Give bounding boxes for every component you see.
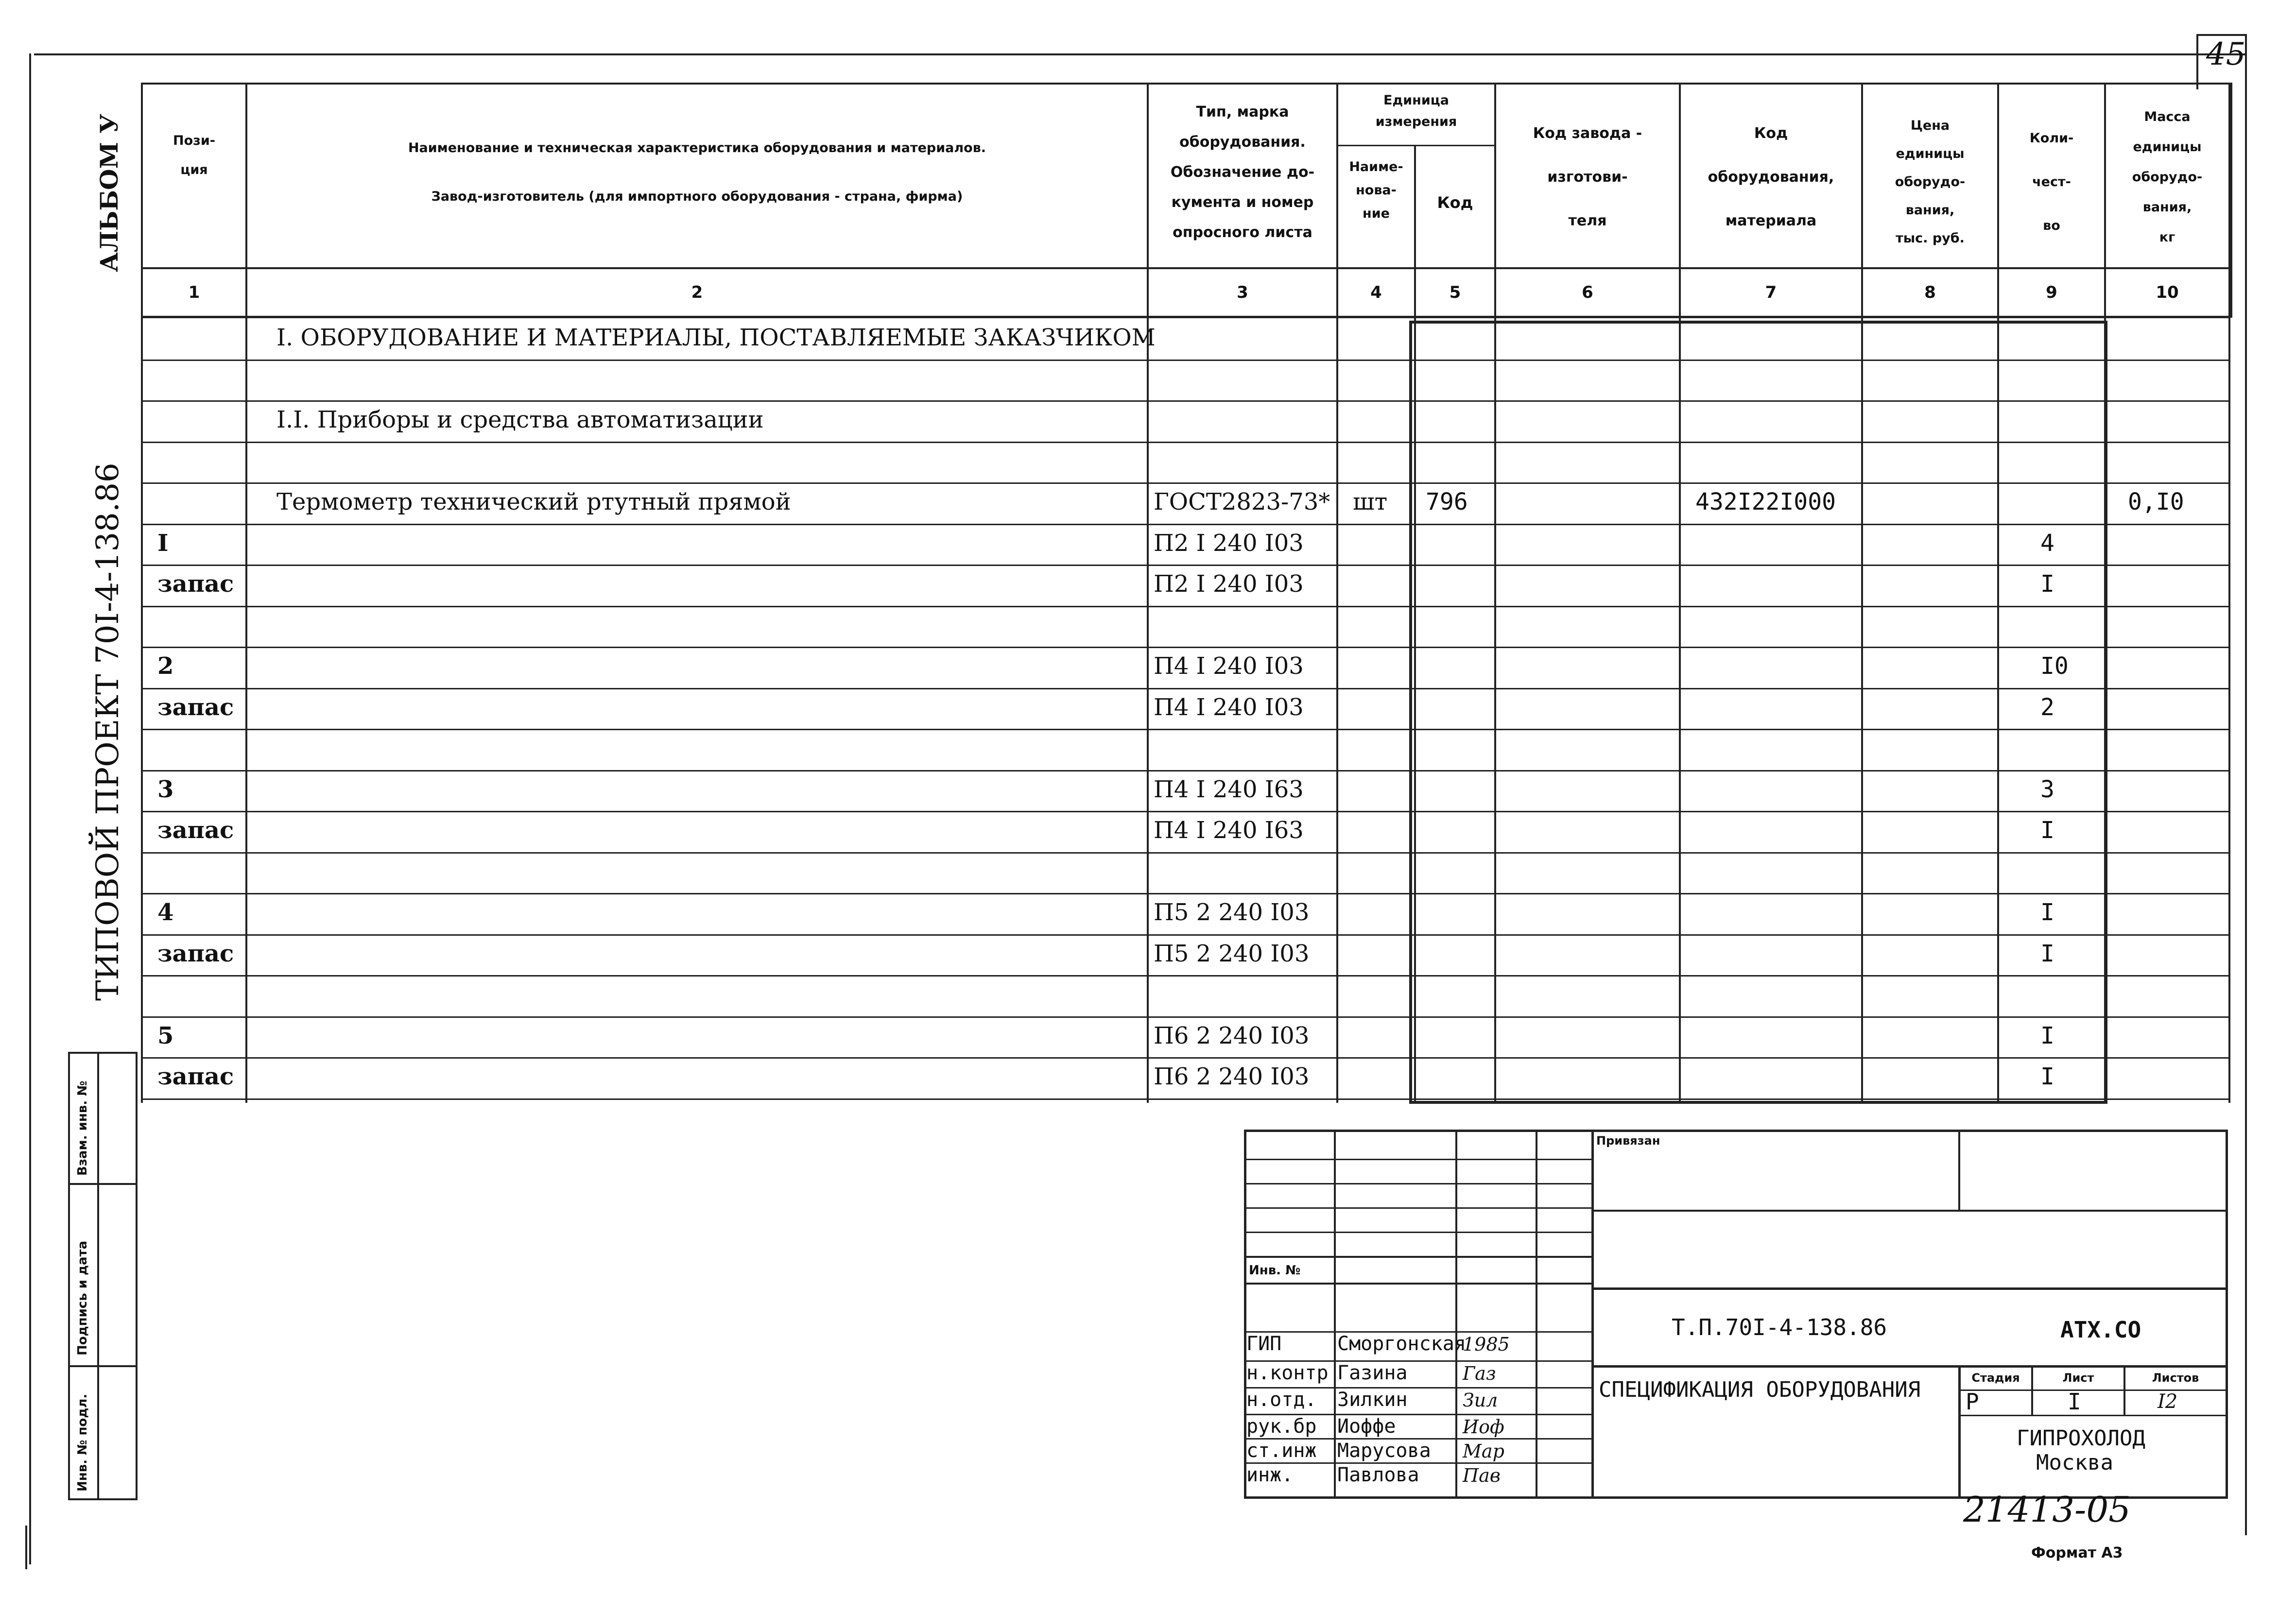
- tb-stage-h2: [1958, 1415, 2226, 1416]
- signature-role: н.контр: [1246, 1362, 1329, 1384]
- spec-table: [141, 83, 2230, 1108]
- tb-v1: [1334, 1130, 1336, 1496]
- colnum-5: 5: [1449, 283, 1461, 302]
- cell-qty: I: [2040, 1063, 2054, 1090]
- colnum-1: 1: [188, 283, 200, 302]
- table-row: [141, 893, 2230, 934]
- cell-qty: 4: [2040, 529, 2054, 557]
- tb-sheet-label: Лист: [2062, 1371, 2094, 1385]
- table-row: [141, 811, 2230, 852]
- format-label: Формат А3: [2031, 1544, 2123, 1561]
- cell-pos: запас: [157, 817, 234, 844]
- hdr-mass: Масса единицы оборудо- вания, кг: [2132, 109, 2203, 245]
- table-row: [141, 400, 2230, 442]
- frame-top-line: [34, 53, 2245, 55]
- hdr-name: Наименование и техническая характеристика оборудования и материалов. Завод-изготовитель (для импортного оборудования - страна, фирма): [408, 140, 986, 204]
- page-number: 45: [2206, 36, 2246, 72]
- tb-h2: [1244, 1183, 1594, 1184]
- hdr-qty: Коли- чест- во: [2029, 131, 2074, 233]
- tb-v4: [1591, 1130, 1594, 1496]
- hdr-pos: Пози- ция: [173, 133, 215, 177]
- cell-pos: запас: [157, 693, 234, 721]
- tb-stage: Р: [1966, 1389, 1979, 1415]
- cell-type: П2 I 240 I03: [1154, 529, 1304, 557]
- table-row: [141, 565, 2230, 606]
- table-row: [141, 729, 2230, 770]
- cell-qty: I: [2040, 899, 2054, 926]
- cell-equip-code: 432I22I000: [1695, 488, 1836, 515]
- frame-left-line: [29, 53, 31, 1564]
- tb-sheet: I: [2068, 1389, 2081, 1415]
- cell-pos: запас: [157, 940, 234, 967]
- signature-mark: Мар: [1463, 1441, 1504, 1462]
- signature-mark: Зил: [1463, 1389, 1498, 1411]
- stamp-field-vzam: Взам. инв. №: [75, 1080, 90, 1176]
- row-divider: [141, 1098, 2230, 1100]
- frame-right-line: [2245, 34, 2247, 1535]
- tb-h6: [1244, 1283, 1594, 1285]
- hdr-unit-code: Код: [1437, 193, 1473, 212]
- hdr-maker: Код завода - изготови- теля: [1533, 125, 1642, 229]
- hdr-price: Цена единицы оборудо- вания, тыс. руб.: [1895, 118, 1966, 246]
- cut-mark: [25, 1526, 27, 1569]
- stamp-div-v: [97, 1052, 99, 1498]
- tb-h5: [1244, 1256, 1594, 1258]
- cell-unit: шт: [1353, 488, 1388, 515]
- colnum-10: 10: [2156, 283, 2179, 302]
- table-row: [141, 482, 2230, 524]
- tb-sheets: I2: [2158, 1390, 2178, 1413]
- table-row: [141, 442, 2230, 483]
- cell-pos: 3: [157, 775, 174, 803]
- tb-doc-code: Т.П.70I-4-138.86: [1672, 1314, 1887, 1340]
- cell-type: П4 I 240 I03: [1154, 693, 1304, 721]
- signature-name: Павлова: [1337, 1464, 1419, 1486]
- colnum-7: 7: [1765, 283, 1777, 302]
- tb-r-h2: [1591, 1287, 2226, 1290]
- tb-doc-mark: АТХ.СО: [2060, 1317, 2141, 1343]
- cell-type: ГОСТ2823-73*: [1154, 488, 1330, 515]
- header-bottom-line: [141, 267, 2230, 269]
- signature-name: Иоффе: [1337, 1415, 1396, 1438]
- tb-h1: [1244, 1159, 1594, 1160]
- colnum-3: 3: [1237, 283, 1248, 302]
- cell-pos: 5: [157, 1022, 174, 1049]
- signature-role: инж.: [1246, 1464, 1294, 1486]
- cell-pos: 2: [157, 652, 174, 680]
- cell-qty: I: [2040, 817, 2054, 844]
- tb-title: СПЕЦИФИКАЦИЯ ОБОРУДОВАНИЯ: [1599, 1377, 1921, 1402]
- tb-sheets-label: Листов: [2152, 1371, 2199, 1385]
- cell-qty: I: [2040, 940, 2054, 967]
- cell-type: П4 I 240 I63: [1154, 817, 1304, 844]
- signature-mark: 1985: [1463, 1334, 1510, 1355]
- cell-type: П6 2 240 I03: [1154, 1022, 1310, 1049]
- tb-stage-label: Стадия: [1971, 1371, 2020, 1385]
- cell-pos: 4: [157, 899, 174, 926]
- table-row: [141, 524, 2230, 565]
- stamp-div1: [68, 1183, 136, 1185]
- tb-linked-label: Привязан: [1596, 1134, 1660, 1148]
- tb-h4: [1244, 1232, 1594, 1233]
- cell-mass: 0,I0: [2128, 488, 2184, 515]
- cell-type: П6 2 240 I03: [1154, 1063, 1310, 1090]
- hdr-unit: Единица измерения: [1375, 93, 1457, 129]
- hdr-equip-code: Код оборудования, материала: [1708, 125, 1834, 229]
- table-row: [141, 360, 2230, 401]
- table-row: [141, 852, 2230, 893]
- colnum-8: 8: [1924, 283, 1936, 302]
- table-row: [141, 975, 2230, 1016]
- table-row: [141, 1016, 2230, 1058]
- table-row: [141, 688, 2230, 729]
- stamp-field-podpis: Подпись и дата: [75, 1240, 90, 1355]
- signature-mark: Иоф: [1463, 1416, 1504, 1438]
- cell-pos: запас: [157, 570, 234, 598]
- tb-org-line2: Москва: [2036, 1450, 2113, 1475]
- project-label: ТИПОВОЙ ПРОЕКТ 70I-4-138.86: [90, 463, 126, 1001]
- table-row: [141, 934, 2230, 976]
- signature-role: ст.инж: [1246, 1440, 1317, 1462]
- cell-qty: I: [2040, 1022, 2054, 1049]
- hdr-type: Тип, марка оборудования. Обозначение до- кумента и номер опросного листа: [1170, 103, 1315, 241]
- cell-name: I. ОБОРУДОВАНИЕ И МАТЕРИАЛЫ, ПОСТАВЛЯЕМЫЕ ЗАКАЗЧИКОМ: [276, 324, 1156, 351]
- cell-qty: 2: [2040, 693, 2054, 721]
- colnum-9: 9: [2046, 283, 2057, 302]
- tb-org-line1: ГИПРОХОЛОД: [2017, 1426, 2145, 1451]
- signature-name: Газина: [1337, 1362, 1408, 1384]
- colnum-2: 2: [691, 283, 703, 302]
- signature-role: н.отд.: [1246, 1389, 1317, 1411]
- cell-type: П5 2 240 I03: [1154, 940, 1310, 967]
- cell-qty: I: [2040, 570, 2054, 598]
- signature-mark: Газ: [1463, 1363, 1496, 1384]
- cell-qty: I0: [2040, 652, 2069, 680]
- signature-mark: Пав: [1463, 1465, 1501, 1486]
- cell-pos: запас: [157, 1063, 234, 1090]
- table-row: [141, 647, 2230, 688]
- signature-name: Сморгонская: [1337, 1333, 1466, 1355]
- tb-h3: [1244, 1207, 1594, 1209]
- tb-v3: [1536, 1130, 1537, 1496]
- tb-inv-label: Инв. №: [1249, 1263, 1301, 1278]
- tb-stage-h1: [1958, 1389, 2226, 1391]
- signature-role: ГИП: [1246, 1333, 1282, 1355]
- hdr-unit-name: Наиме- нова- ние: [1349, 159, 1403, 221]
- cell-name: Термометр технический ртутный прямой: [276, 488, 791, 515]
- cell-name: I.I. Приборы и средства автоматизации: [276, 406, 764, 433]
- cell-type: П5 2 240 I03: [1154, 899, 1310, 926]
- stamp-div2: [68, 1365, 136, 1367]
- album-label: АЛЬБОМ У: [95, 114, 123, 272]
- table-row: [141, 770, 2230, 811]
- cell-type: П4 I 240 I03: [1154, 652, 1304, 680]
- cell-pos: I: [157, 529, 169, 557]
- signature-name: Зилкин: [1337, 1389, 1408, 1411]
- signature-role: рук.бр: [1246, 1415, 1317, 1438]
- tb-r-h1: [1591, 1210, 2226, 1212]
- cell-qty: 3: [2040, 775, 2054, 803]
- signature-name: Марусова: [1337, 1440, 1431, 1462]
- colnum-6: 6: [1582, 283, 1593, 302]
- table-row: [141, 1057, 2230, 1098]
- table-row: [141, 606, 2230, 647]
- table-row: [141, 318, 2230, 360]
- cell-code: 796: [1426, 488, 1468, 515]
- cell-type: П2 I 240 I03: [1154, 570, 1304, 598]
- table-body: [141, 318, 2230, 1103]
- tb-r-v1: [1958, 1130, 1960, 1210]
- registration-number: 21413-05: [1963, 1489, 2131, 1530]
- stamp-field-inv-podl: Инв. № подл.: [75, 1393, 90, 1492]
- tb-v2: [1455, 1130, 1457, 1496]
- cell-type: П4 I 240 I63: [1154, 775, 1304, 803]
- colnum-4: 4: [1370, 283, 1382, 302]
